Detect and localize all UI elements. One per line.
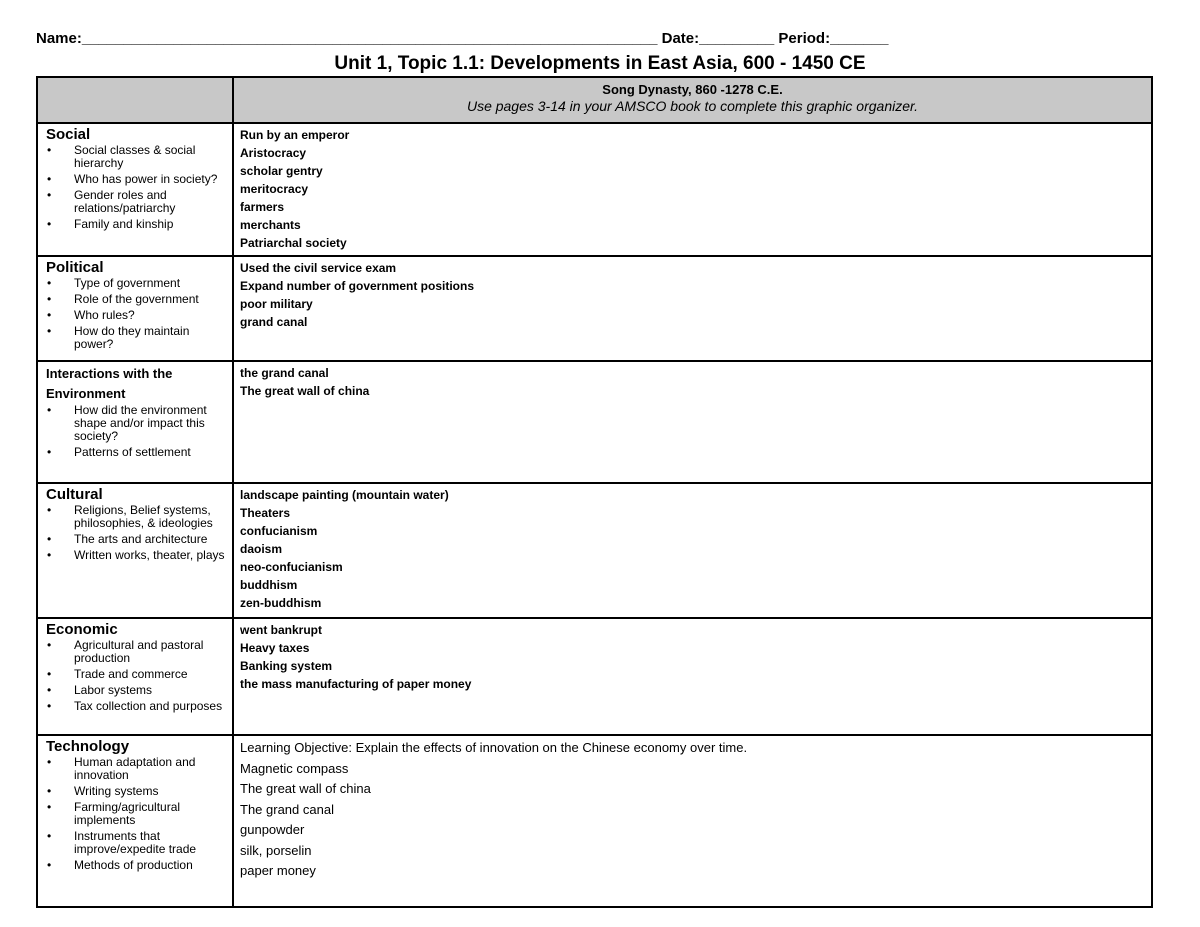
answer-line: meritocracy: [240, 182, 309, 196]
category-cell-technology: [37, 735, 233, 907]
category-title: Economic: [46, 621, 118, 638]
answer-line: Expand number of government positions: [240, 279, 475, 293]
prompt-bullet: • Written works, theater, plays: [46, 549, 226, 562]
prompt-bullet: • Writing systems: [46, 785, 226, 798]
prompt-bullet: • The arts and architecture: [46, 533, 226, 546]
prompt-bullet: • Who rules?: [46, 309, 226, 322]
category-cell-political: [37, 256, 233, 361]
prompt-bullet: • Human adaptation and innovation: [46, 756, 226, 782]
answer-line: scholar gentry: [240, 164, 323, 178]
prompt-bullet: • Who has power in society?: [46, 173, 226, 186]
category-cell-cultural: [37, 483, 233, 618]
answer-line: Heavy taxes: [240, 641, 310, 655]
graphic-organizer-table: [36, 76, 1153, 908]
answer-line: the grand canal: [240, 366, 329, 380]
answer-line: neo-confucianism: [240, 560, 343, 574]
prompt-bullet: • Patterns of settlement: [46, 446, 226, 459]
category-cell-environment: [37, 361, 233, 483]
answer-line: Used the civil service exam: [240, 261, 397, 275]
dynasty-heading: Song Dynasty, 860 -1278 C.E.: [602, 82, 783, 97]
prompt-bullet: • Role of the government: [46, 293, 226, 306]
prompt-bullet: • Type of government: [46, 277, 226, 290]
answer-line: The grand canal: [240, 801, 334, 817]
category-title: Interactions with the Environment: [46, 366, 173, 401]
table-row: [37, 256, 1152, 361]
prompt-bullet: • Tax collection and purposes: [46, 700, 226, 713]
header-dynasty-cell: [233, 77, 1152, 123]
header-blank-cell: [37, 77, 233, 123]
category-title: Cultural: [46, 486, 103, 503]
prompt-bullet: • Gender roles and relations/patriarchy: [46, 189, 226, 215]
answer-line: landscape painting (mountain water): [240, 488, 449, 502]
answer-line: the mass manufacturing of paper money: [240, 677, 472, 691]
table-header-row: [37, 77, 1152, 123]
instruction-text: Use pages 3-14 in your AMSCO book to complete this graphic organizer.: [466, 98, 919, 114]
answer-line: grand canal: [240, 315, 308, 329]
prompt-bullet: • Trade and commerce: [46, 668, 226, 681]
answer-cell-cultural[interactable]: [233, 483, 1152, 618]
prompt-bullet: • How do they maintain power?: [46, 325, 226, 351]
answer-line: paper money: [240, 863, 316, 878]
answer-line: went bankrupt: [240, 623, 323, 637]
category-title: Political: [46, 259, 104, 276]
table-row: [37, 618, 1152, 735]
answer-line: daoism: [240, 542, 283, 556]
answer-line: poor military: [240, 297, 313, 311]
answer-line: gunpowder: [240, 822, 305, 837]
prompt-bullet: • Methods of production: [46, 859, 226, 872]
prompt-bullet: • Farming/agricultural implements: [46, 801, 226, 827]
table-row: [37, 123, 1152, 256]
answer-line: merchants: [240, 218, 301, 232]
answer-line: buddhism: [240, 578, 298, 592]
page-title: Unit 1, Topic 1.1: Developments in East Asia, 600 - 1450 CE: [334, 53, 866, 74]
answer-cell-social[interactable]: [233, 123, 1152, 256]
answer-line: Magnetic compass: [240, 760, 349, 776]
table-row: [37, 735, 1152, 907]
answer-line: Aristocracy: [240, 146, 307, 160]
prompt-bullet: • Family and kinship: [46, 218, 226, 231]
answer-line: Patriarchal society: [240, 236, 347, 250]
answer-line: Run by an emperor: [240, 128, 350, 142]
answer-cell-technology[interactable]: [233, 735, 1152, 907]
answer-line: silk, porselin: [240, 842, 312, 858]
prompt-bullet: • Agricultural and pastoral production: [46, 639, 226, 665]
answer-cell-environment[interactable]: [233, 361, 1152, 483]
answer-line: The great wall of china: [240, 781, 371, 796]
prompt-bullet: • How did the environment shape and/or impact this society?: [46, 404, 226, 443]
answer-cell-economic[interactable]: [233, 618, 1152, 735]
answer-line: zen-buddhism: [240, 596, 322, 610]
prompt-bullet: • Social classes & social hierarchy: [46, 144, 226, 170]
answer-line: farmers: [240, 200, 285, 214]
category-title: Technology: [46, 738, 130, 755]
table-row: [37, 483, 1152, 618]
name-date-period-line: Name:_____________________________________________________________________ Date:_________ Period:_______: [36, 30, 889, 47]
category-cell-economic: [37, 618, 233, 735]
prompt-bullet: • Instruments that improve/expedite trade: [46, 830, 226, 856]
answer-line: The great wall of china: [240, 384, 370, 398]
category-cell-social: [37, 123, 233, 256]
answer-line: confucianism: [240, 524, 318, 538]
category-title: Social: [46, 126, 91, 143]
answer-line: Theaters: [240, 506, 291, 520]
table-row: [37, 361, 1152, 483]
answer-line: Banking system: [240, 659, 333, 673]
answer-line: Learning Objective: Explain the effects of innovation on the Chinese economy over time.: [240, 740, 748, 755]
answer-cell-political[interactable]: [233, 256, 1152, 361]
prompt-bullet: • Religions, Belief systems, philosophies, & ideologies: [46, 504, 226, 530]
prompt-bullet: • Labor systems: [46, 684, 226, 697]
